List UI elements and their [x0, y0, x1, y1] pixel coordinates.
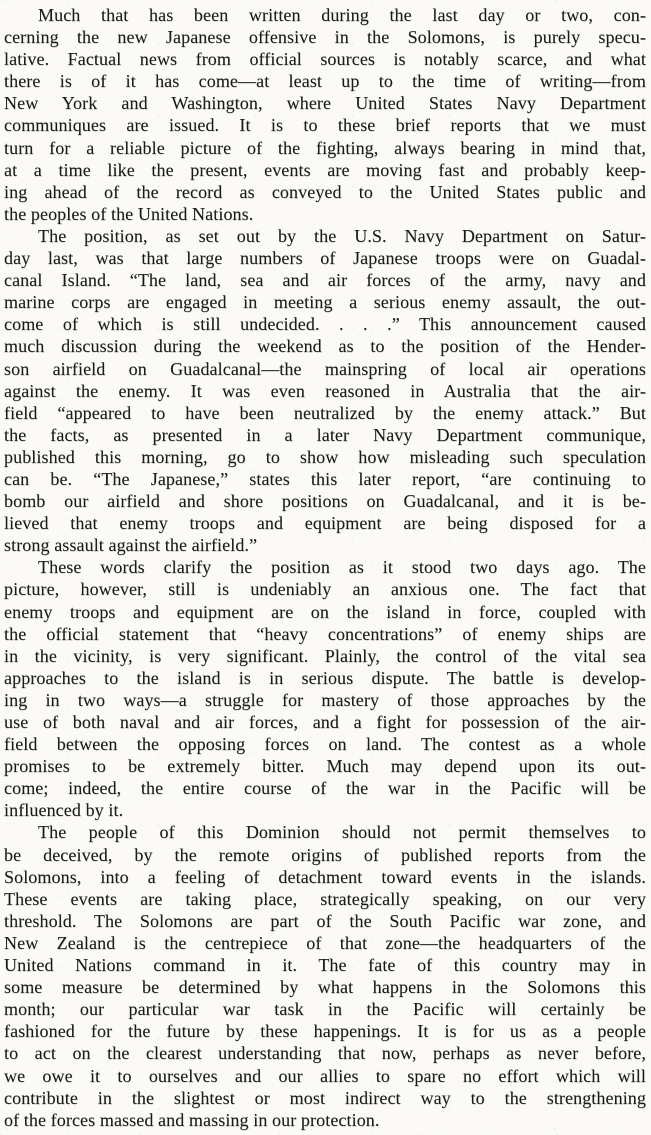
text-line: New York and Washington, where United States Navy Department — [4, 93, 646, 114]
text-line: the peoples of the United Nations. — [4, 203, 254, 224]
text-line: be deceived, by the remote origins of published reports from the — [4, 844, 646, 865]
paragraph — [4, 821, 646, 1130]
paragraph — [4, 4, 646, 225]
text-line: cerning the new Japanese offensive in the Solomons, is purely specu- — [4, 27, 646, 48]
text-line: marine corps are engaged in meeting a serious enemy assault, the out- — [4, 292, 646, 313]
text-line: against the enemy. It was even reasoned in Australia that the air- — [4, 380, 646, 401]
text-line: at a time like the present, events are moving fast and probably keep- — [4, 159, 646, 180]
text-line: son airfield on Guadalcanal—the mainspring of local air operations — [4, 358, 646, 379]
article-text — [4, 4, 646, 1131]
text-line: promises to be extremely bitter. Much may depend upon its out- — [4, 756, 646, 777]
text-line: picture, however, still is undeniably an anxious one. The fact that — [4, 579, 646, 600]
text-line: lieved that enemy troops and equipment are being disposed for a — [4, 513, 646, 534]
text-line: New Zealand is the centrepiece of that zone—the headquarters of the — [4, 932, 646, 953]
text-line: United Nations command in it. The fate of this country may in — [4, 955, 646, 976]
text-line: Solomons, into a feeling of detachment toward events in the islands. — [4, 866, 646, 887]
paragraph — [4, 225, 646, 556]
text-line: ing ahead of the record as conveyed to the United States public and — [4, 181, 646, 202]
text-line: use of both naval and air forces, and a fight for possession of the air- — [4, 712, 646, 732]
text-line: canal Island. “The land, sea and air forces of the army, navy and — [4, 270, 646, 291]
text-line: come; indeed, the entire course of the war in the Pacific will be — [4, 778, 646, 799]
text-line: to act on the clearest understanding that now, perhaps as never before, — [4, 1043, 646, 1064]
text-line: fashioned for the future by these happenings. It is for us as a people — [4, 1021, 646, 1042]
text-line: strong assault against the airfield.” — [4, 535, 258, 556]
text-line: bomb our airfield and shore positions on Guadalcanal, and it is be- — [4, 491, 646, 512]
text-line: ing in two ways—a struggle for mastery of those approaches by the — [4, 689, 646, 710]
text-line: day last, was that large numbers of Japanese troops were on Guadal- — [4, 248, 646, 269]
text-line: come of which is still undecided. . . .” This announcement caused — [4, 314, 646, 335]
text-line: The position, as set out by the U.S. Navy Department on Satur- — [38, 225, 646, 246]
text-line: some measure be determined by what happens in the Solomons this — [4, 977, 646, 998]
text-line: of the forces massed and massing in our protection. — [4, 1109, 380, 1130]
text-line: published this morning, go to show how misleading such speculation — [4, 446, 646, 467]
text-line: the official statement that “heavy concentrations” of enemy ships are — [4, 623, 646, 644]
text-line: contribute in the slightest or most indirect way to the strengthening — [4, 1087, 646, 1108]
text-line: The people of this Dominion should not permit themselves to — [38, 822, 646, 843]
text-line: lative. Factual news from official sources is notably scarce, and what — [4, 49, 646, 70]
paragraph — [4, 556, 646, 821]
text-line: approaches to the island is in serious dispute. The battle is develop- — [4, 667, 646, 688]
text-line: in the vicinity, is very significant. Plainly, the control of the vital sea — [4, 645, 646, 666]
text-line: communiques are issued. It is to these brief reports that we must — [4, 115, 646, 136]
text-line: influenced by it. — [4, 800, 124, 821]
text-line: month; our particular war task in the Pacific will certainly be — [4, 999, 646, 1020]
text-line: there is of it has come—at least up to the time of writing—from — [4, 71, 646, 92]
text-line: Much that has been written during the last day or two, con- — [38, 5, 646, 25]
text-line: much discussion during the weekend as to the position of the Hender- — [4, 336, 646, 357]
text-line: field “appeared to have been neutralized by the enemy attack.” But — [4, 402, 646, 423]
text-line: These words clarify the position as it stood two days ago. The — [38, 557, 646, 578]
text-line: These events are taking place, strategically speaking, on our very — [4, 888, 646, 909]
text-line: field between the opposing forces on land. The contest as a whole — [4, 734, 646, 755]
text-line: the facts, as presented in a later Navy Department communique, — [4, 424, 646, 445]
text-line: threshold. The Solomons are part of the South Pacific war zone, and — [4, 910, 646, 931]
text-line: enemy troops and equipment are on the island in force, coupled with — [4, 601, 646, 622]
text-line: we owe it to ourselves and our allies to spare no effort which will — [4, 1065, 646, 1086]
text-line: can be. “The Japanese,” states this later report, “are continuing to — [4, 468, 646, 489]
text-line: turn for a reliable picture of the fighting, always bearing in mind that, — [4, 137, 646, 158]
